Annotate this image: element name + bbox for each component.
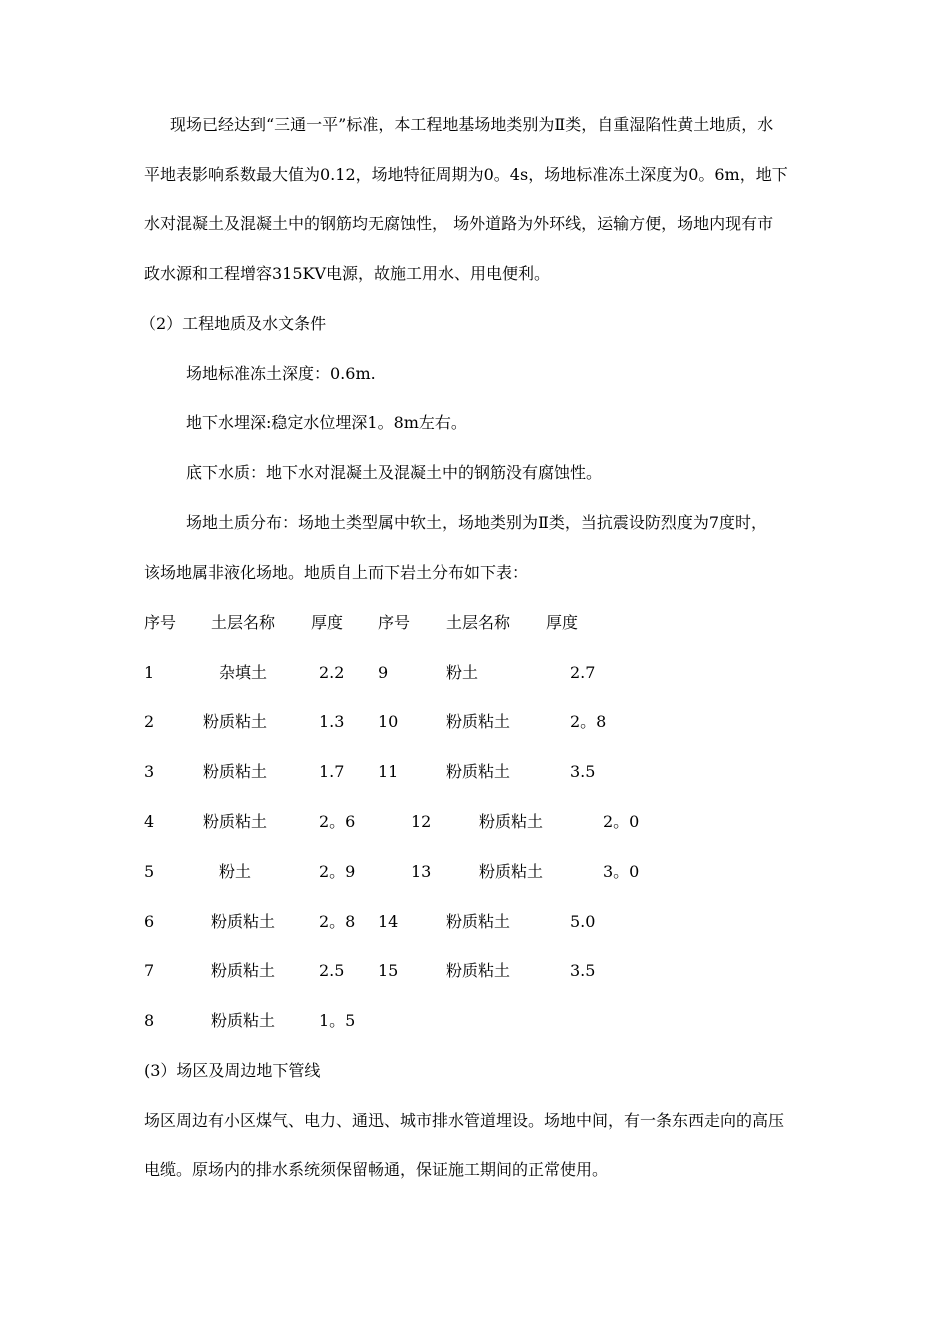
cell-name: 粉土 <box>446 663 479 682</box>
cell-name: 粉质粘土 <box>479 812 544 831</box>
cell-name: 粉质粘土 <box>446 762 511 781</box>
cell-seq: 5 <box>144 862 155 881</box>
cell-thickness: 3。0 <box>603 862 640 881</box>
cell-thickness: 3.5 <box>570 762 596 781</box>
cell-thickness: 5.0 <box>570 912 596 931</box>
paragraph-site-line-4: 政水源和工程增容315KV电源，故施工用水、用电便利。 <box>144 264 551 283</box>
cell-name: 粉质粘土 <box>203 712 268 731</box>
cell-name: 粉质粘土 <box>211 912 276 931</box>
cell-name: 粉质粘土 <box>211 1011 276 1030</box>
cell-name: 粉质粘土 <box>479 862 544 881</box>
cell-thickness: 2。8 <box>319 912 356 931</box>
section-heading-3: (3）场区及周边地下管线 <box>144 1061 321 1080</box>
header-seq-1: 序号 <box>144 613 177 632</box>
cell-name: 粉质粘土 <box>446 712 511 731</box>
section-heading-2: （2）工程地质及水文条件 <box>140 314 327 333</box>
cell-name: 粉质粘土 <box>203 762 268 781</box>
soil-distribution-line-2: 该场地属非液化场地。地质自上而下岩土分布如下表： <box>144 563 529 582</box>
cell-seq: 13 <box>411 862 432 881</box>
cell-seq: 1 <box>144 663 155 682</box>
cell-seq: 2 <box>144 712 155 731</box>
groundwater-depth-text: 地下水埋深:稳定水位埋深1。8m左右。 <box>186 413 467 432</box>
cell-thickness: 3.5 <box>570 961 596 980</box>
header-thickness-1: 厚度 <box>311 613 344 632</box>
paragraph-site-line-2: 平地表影响系数最大值为0.12，场地特征周期为0。4s，场地标准冻土深度为0。6m，地下 <box>144 165 788 184</box>
cell-name: 杂填土 <box>219 663 268 682</box>
cell-thickness: 2.2 <box>319 663 345 682</box>
cell-seq: 3 <box>144 762 155 781</box>
header-name-1: 土层名称 <box>211 613 276 632</box>
cell-thickness: 2。8 <box>570 712 607 731</box>
frost-depth-text: 场地标准冻土深度：0.6m. <box>186 364 376 383</box>
cell-thickness: 2。0 <box>603 812 640 831</box>
cell-seq: 6 <box>144 912 155 931</box>
cell-seq: 15 <box>378 961 399 980</box>
cell-seq: 8 <box>144 1011 155 1030</box>
cell-seq: 11 <box>378 762 399 781</box>
paragraph-site-line-3: 水对混凝土及混凝土中的钢筋均无腐蚀性， 场外道路为外环线，运输方便，场地内现有市 <box>144 214 774 233</box>
cell-name: 粉质粘土 <box>203 812 268 831</box>
cell-thickness: 2。6 <box>319 812 356 831</box>
cell-seq: 7 <box>144 961 155 980</box>
cell-thickness: 2.5 <box>319 961 345 980</box>
cell-seq: 9 <box>378 663 389 682</box>
cell-seq: 4 <box>144 812 155 831</box>
soil-distribution-line-1: 场地土质分布：场地土类型属中软土，场地类别为Ⅱ类，当抗震设防烈度为7度时， <box>186 513 768 532</box>
pipelines-line-1: 场区周边有小区煤气、电力、通迅、城市排水管道埋设。场地中间，有一条东西走向的高压 <box>144 1111 785 1130</box>
cell-name: 粉质粘土 <box>211 961 276 980</box>
cell-name: 粉质粘土 <box>446 912 511 931</box>
cell-name: 粉质粘土 <box>446 961 511 980</box>
water-quality-text: 底下水质：地下水对混凝土及混凝土中的钢筋没有腐蚀性。 <box>186 463 603 482</box>
cell-seq: 12 <box>411 812 432 831</box>
header-seq-2: 序号 <box>378 613 411 632</box>
cell-thickness: 2。9 <box>319 862 356 881</box>
header-name-2: 土层名称 <box>446 613 511 632</box>
cell-seq: 10 <box>378 712 399 731</box>
cell-thickness: 2.7 <box>570 663 596 682</box>
cell-thickness: 1.3 <box>319 712 345 731</box>
cell-name: 粉土 <box>219 862 252 881</box>
cell-thickness: 1。5 <box>319 1011 356 1030</box>
cell-thickness: 1.7 <box>319 762 345 781</box>
paragraph-site-line-1: 现场已经达到“三通一平”标准，本工程地基场地类别为Ⅱ类，自重湿陷性黄土地质，水 <box>170 115 774 134</box>
pipelines-line-2: 电缆。原场内的排水系统须保留畅通，保证施工期间的正常使用。 <box>144 1160 609 1179</box>
header-thickness-2: 厚度 <box>546 613 579 632</box>
cell-seq: 14 <box>378 912 399 931</box>
